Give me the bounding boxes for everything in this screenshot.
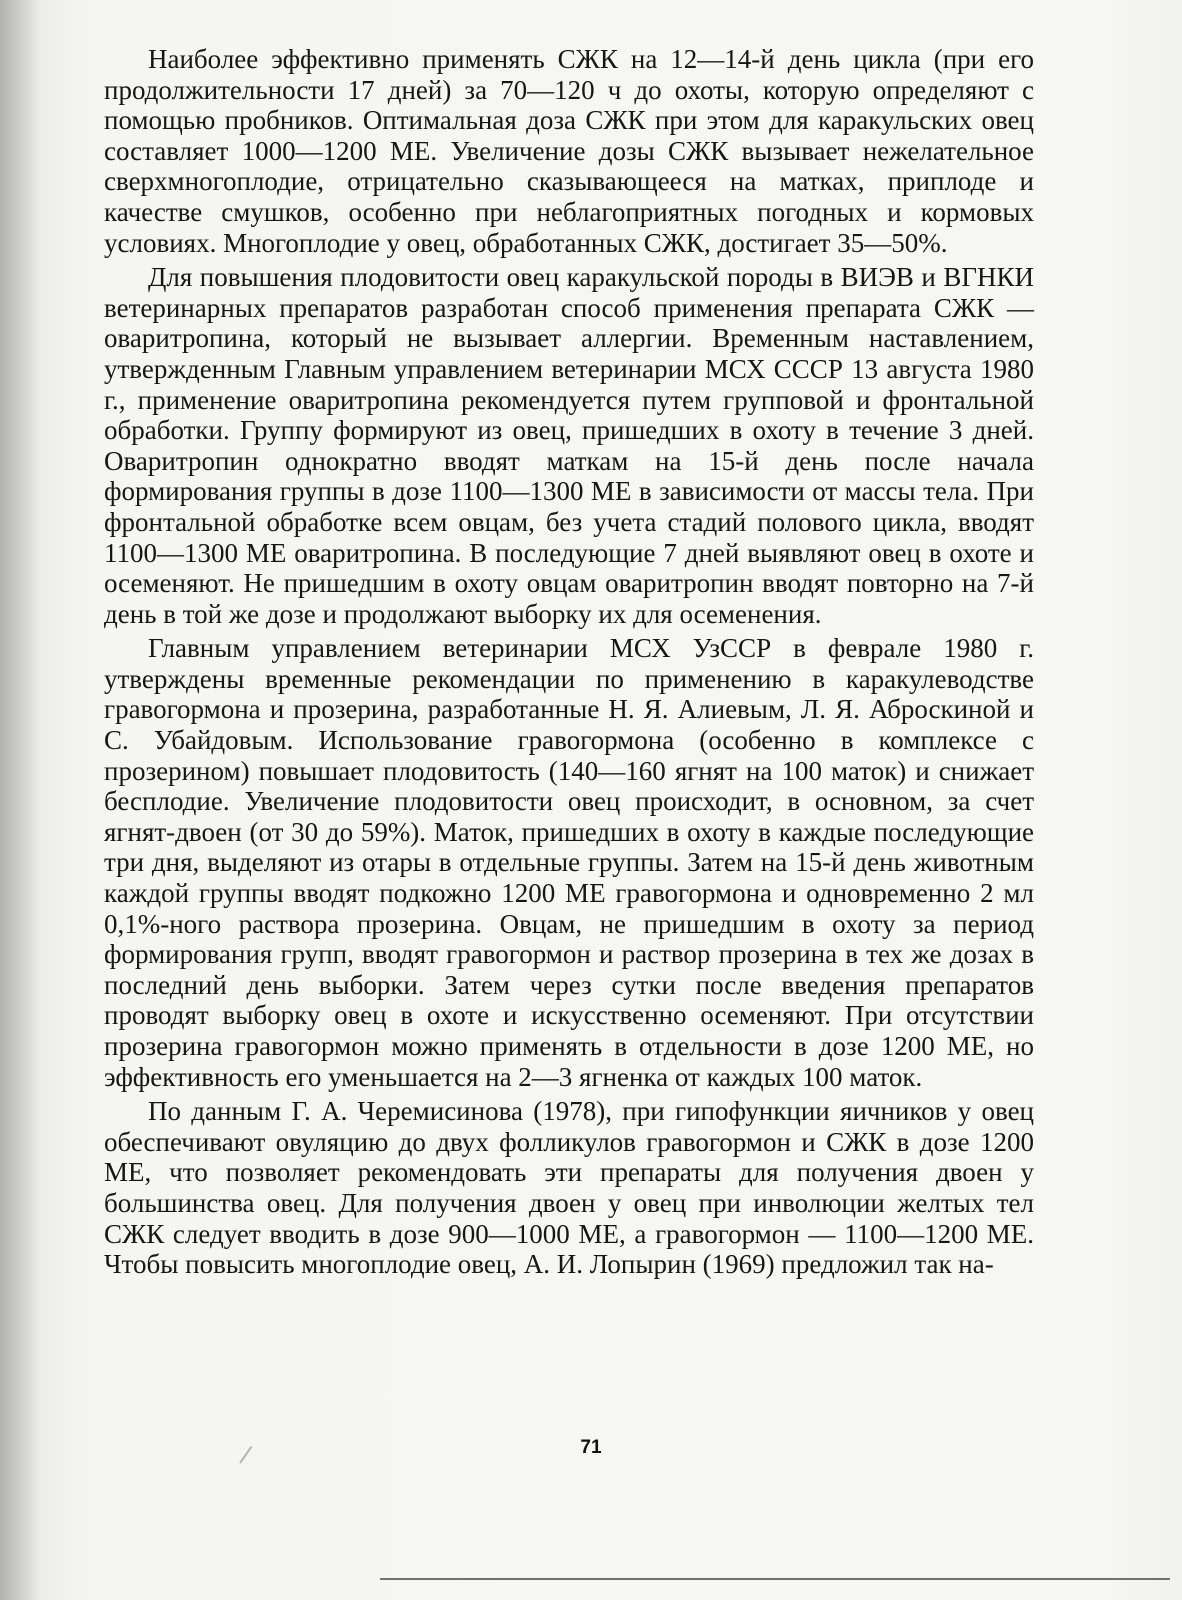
body-text — [104, 44, 1034, 1284]
paragraph-1: Наиболее эффективно применять СЖК на 12—14-й день цикла (при его продолжительности 17 дней) за 70—120 ч до охоты, которую определяют с помощью пробников. Оптимальная доза СЖК при этом для каракульских овец составляет 1000—1200 МЕ. Увеличение дозы СЖК вызывает нежелательное сверхмногоплодие, отрицательно сказывающееся на матках, приплоде и качестве смушков, особенно при неблагоприятных погодных и кормовых условиях. Многоплодие у овец, обработанных СЖК, достигает 35—50%. — [104, 44, 1034, 258]
paragraph-3: Главным управлением ветеринарии МСХ УзССР в феврале 1980 г. утверждены временные рекомендации по применению в каракулеводстве гравогормона и прозерина, разработанные Н. Я. Алиевым, Л. Я. Аброскиной и С. Убайдовым. Использование гравогормона (особенно в комплексе с прозерином) повышает плодовитость (140—160 ягнят на 100 маток) и снижает бесплодие. Увеличение плодовитости овец происходит, в основном, за счет ягнят-двоен (от 30 до 59%). Маток, пришедших в охоту в каждые последующие три дня, выделяют из отары в отдельные группы. Затем на 15-й день животным каждой группы вводят подкожно 1200 МЕ гравогормона и одновременно 2 мл 0,1%-ного раствора прозерина. Овцам, не пришедшим в охоту за период формирования групп, вводят гравогормон и раствор прозерина в тех же дозах в последний день выборки. Затем через сутки после введения препаратов проводят выборку овец в охоте и искусственно осеменяют. При отсутствии прозерина гравогормон можно применять в отдельности в дозе 1200 МЕ, но эффективность его уменьшается на 2—3 ягненка от каждых 100 маток. — [104, 633, 1034, 1092]
binding-shadow — [0, 0, 40, 1600]
bottom-edge-line — [380, 1578, 1170, 1580]
paragraph-4: По данным Г. А. Черемисинова (1978), при гипофункции яичников у овец обеспечивают овуляцию до двух фолликулов гравогормон и СЖК в дозе 1200 МЕ, что позволяет рекомендовать эти препараты для получения двоен у большинства овец. Для получения двоен у овец при инволюции желтых тел СЖК следует вводить в дозе 900—1000 МЕ, а гравогормон — 1100—1200 МЕ. Чтобы повысить многоплодие овец, А. И. Лопырин (1969) предложил так на- — [104, 1096, 1034, 1280]
page-number: 71 — [580, 1437, 602, 1458]
paragraph-2: Для повышения плодовитости овец каракульской породы в ВИЭВ и ВГНКИ ветеринарных препаратов разработан способ применения препарата СЖК — оваритропина, который не вызывает аллергии. Временным наставлением, утвержденным Главным управлением ветеринарии МСХ СССР 13 августа 1980 г., применение оваритропина рекомендуется путем групповой и фронтальной обработки. Группу формируют из овец, пришедших в охоту в течение 3 дней. Оваритропин однократно вводят маткам на 15-й день после начала формирования группы в дозе 1100—1300 МЕ в зависимости от массы тела. При фронтальной обработке всем овцам, без учета стадий полового цикла, вводят 1100—1300 МЕ оваритропина. В последующие 7 дней выявляют овец в охоте и осеменяют. Не пришедшим в охоту овцам оваритропин вводят повторно на 7-й день в той же дозе и продолжают выборку их для осеменения. — [104, 262, 1034, 629]
